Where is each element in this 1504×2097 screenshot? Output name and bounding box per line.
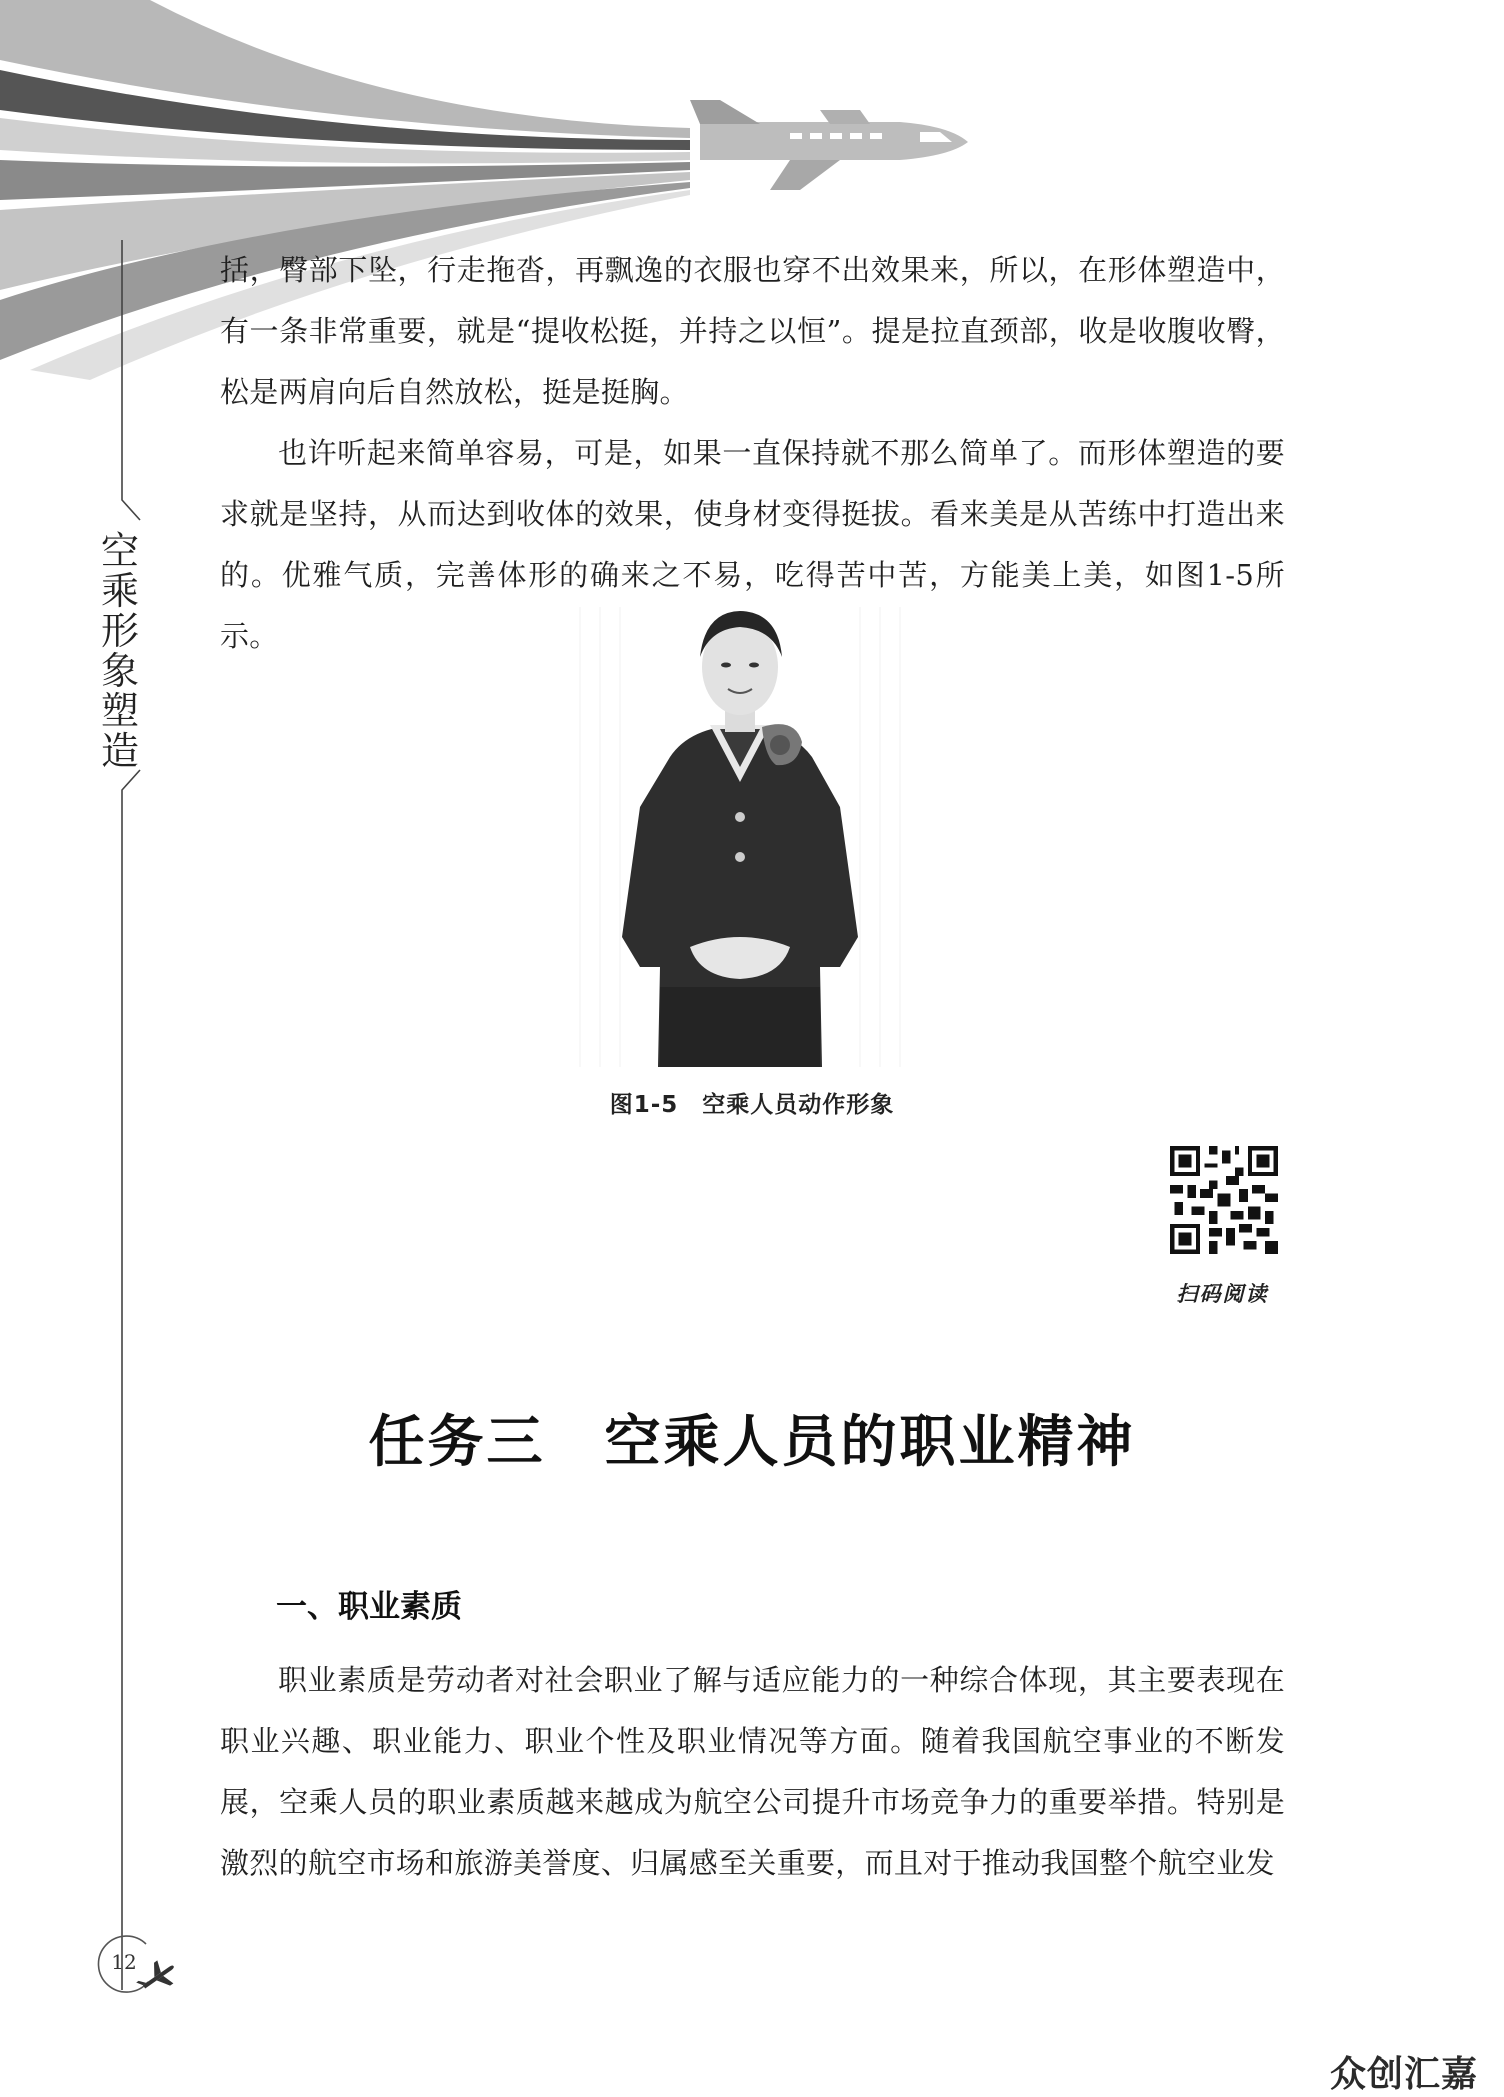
section-paragraph: 职业素质是劳动者对社会职业了解与适应能力的一种综合体现，其主要表现在职业兴趣、职业能力、职业个性及职业情况等方面。随着我国航空事业的不断发展，空乘人员的职业素质越来越成为航空公司提升市场竞争力的重要举措。特别是激烈的航空市场和旅游美誉度、归属感至关重要，而且对于推动我国整个航空业发 [220, 1663, 1285, 1880]
spine-char: 塑 [100, 689, 139, 733]
figure-caption: 图1-5 空乘人员动作形象 [609, 1092, 895, 1118]
body-paragraph-2: 也许听起来简单容易，可是，如果一直保持就不那么简单了。而形体塑造的要求就是坚持，从而达到收体的效果，使身材变得挺拔。看来美是从苦练中打造出来的。优雅气质，完善体形的确来之不易，吃得苦中苦，方能美上美，如图1-5所示。 [220, 436, 1285, 653]
flight-attendant-photo [540, 607, 940, 1067]
page-number: 12 [111, 1950, 137, 1974]
spine-line [0, 0, 160, 2094]
airplane-icon [690, 100, 968, 190]
spine-char: 乘 [100, 569, 139, 613]
spine-char: 象 [100, 649, 139, 693]
watermark: 众创汇嘉 [1330, 2054, 1479, 2095]
qr-code[interactable] [1170, 1146, 1278, 1254]
spine-char: 造 [100, 729, 139, 773]
body-paragraph-1: 括，臀部下坠，行走拖沓，再飘逸的衣服也穿不出效果来，所以，在形体塑造中，有一条非常重要，就是“提收松挺，并持之以恒”。提是拉直颈部，收是收腹收臀，松是两肩向后自然放松，挺是挺胸。 [220, 253, 1285, 409]
section-heading: 一、职业素质 [276, 1589, 462, 1625]
task-title: 任务三 空乘人员的职业精神 [368, 1409, 1136, 1475]
qr-label: 扫码阅读 [1176, 1282, 1269, 1306]
spine-char: 形 [100, 609, 139, 653]
spine-char: 空 [100, 529, 139, 573]
